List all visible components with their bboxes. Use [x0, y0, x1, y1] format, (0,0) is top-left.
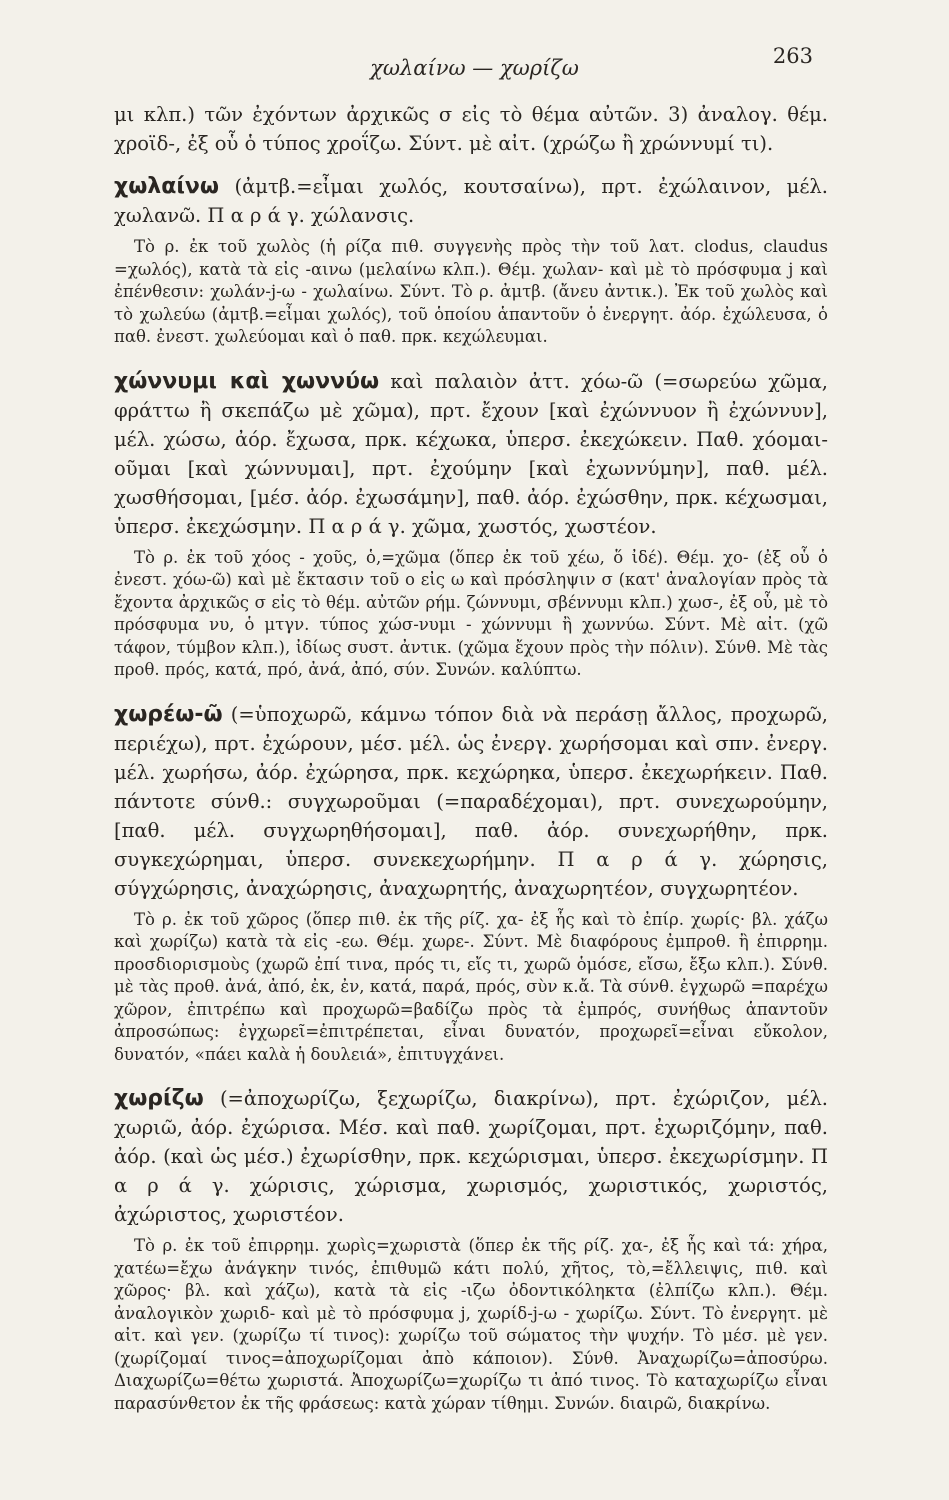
- entry-cholaino: [114, 172, 828, 349]
- entry-etymology-note: Τὸ ρ. ἐκ τοῦ χῶρος (ὅπερ πιθ. ἐκ τῆς ρίζ. χα- ἐξ ἧς καὶ τὸ ἐπίρ. χωρίς· βλ. χάζω καὶ χωρίζω) κατὰ τὰ εἰς -εω. Θέμ. χωρε-. Σύντ. Μὲ διαφόρους ἐμπροθ. ἢ ἐπιρρημ. προσδιορισμοὺς (χωρῶ ἐπί τινα, πρός τι, εἴς τι, χωρῶ ὁμόσε, εἴσω, ἔξω κλπ.). Σύνθ. μὲ τὰς προθ. ἀνά, ἀπό, ἐκ, ἐν, κατά, παρά, πρός, σὺν κ.ἄ. Τὰ σύνθ. ἐγχωρῶ =παρέχω χῶρον, ἐπιτρέπω καὶ προχωρῶ=βαδίζω πρὸς τὰ ἐμπρός, συνήθως ἁπαντοῦν ἀπροσώπως: ἐγχωρεῖ=ἐπιτρέπεται, εἶναι δυνατόν, προχωρεῖ=εἶναι εὔκολον, δυνατόν, «πάει καλὰ ἡ δουλειά», ἐπιτυγχάνει.: [114, 909, 828, 1064]
- entry-headword: χώννυμι καὶ χωννύω: [114, 368, 380, 394]
- continued-text: μι κλπ.) τῶν ἐχόντων ἀρχικῶς σ εἰς τὸ θέμα αὐτῶν. 3) ἀναλογ. θέμ. χροϊδ-, ἐξ οὗ ὁ τύπος χροΐζω. Σύντ. μὲ αἰτ. (χρώζω ἢ χρώννυμί τι).: [114, 103, 828, 155]
- running-title: χωλαίνω — χωρίζω: [370, 56, 579, 80]
- page-number: 263: [772, 44, 813, 68]
- entry-etymology-note: Τὸ ρ. ἐκ τοῦ ἐπιρρημ. χωρὶς=χωριστὰ (ὅπερ ἐκ τῆς ρίζ. χα-, ἐξ ἧς καὶ τά: χήρα, χατέω=ἔχω ἀνάγκην τινός, ἐπιθυμῶ κάτι πολύ, χῆτος, τὸ,=ἔλλειψις, πιθ. καὶ χῶρος· βλ. καὶ χάζω), κατὰ τὰ εἰς -ιζω ὀδοντικόληκτα (ἐλπίζω κλπ.). Θέμ. ἀναλογικὸν χωριδ- καὶ μὲ τὸ πρόσφυμα j, χωρίδ-j-ω - χωρίζω. Σύντ. Τὸ ἐνεργητ. μὲ αἰτ. καὶ γεν. (χωρίζω τί τινος): χωρίζω τοῦ σώματος τὴν ψυχήν. Τὸ μέσ. μὲ γεν. (χωρίζομαί τινος=ἀποχωρίζομαι ἀπὸ κάποιον). Σύνθ. Ἀναχωρίζω=ἀποσύρω. Διαχωρίζω=θέτω χωριστά. Ἀποχωρίζω=χωρίζω τι ἀπό τινος. Τὸ καταχωρίζω εἶναι παρασύνθετον ἐκ τῆς φράσεως: κατὰ χώραν τίθημι. Συνών. διαιρῶ, διακρίνω.: [114, 1236, 828, 1413]
- entry-chorizo: [114, 1084, 828, 1415]
- entry-headword: χωλαίνω: [114, 174, 220, 199]
- entry-headword: χωρίζω: [114, 1086, 204, 1111]
- entry-definition: (=ὑποχωρῶ, κάμνω τόπον διὰ νὰ περάσῃ ἄλλος, προχωρῶ, περιέχω), πρτ. ἐχώρουν, μέσ. μέλ. ὡς ἐνεργ. χωρήσομαι καὶ σπν. ἐνεργ. μέλ. χωρήσω, ἀόρ. ἐχώρησα, πρκ. κεχώρηκα, ὑπερσ. ἐκεχωρήκειν. Παθ. πάντοτε σύνθ.: συγχωροῦμαι (=παραδέχομαι), πρτ. συνεχωρούμην, [παθ. μέλ. συγχωρηθήσομαι], παθ. ἀόρ. συνεχωρήθην, πρκ. συγκεχώρημαι, ὑπερσ. συνεκεχωρήμην. Π α ρ ά γ. χώρησις, σύγχώρησις, ἀναχώρησις, ἀναχωρητής, ἀναχωρητέον, συγχωρητέον.: [114, 702, 829, 900]
- entry-definition: (ἀμτβ.=εἶμαι χωλός, κουτσαίνω), πρτ. ἐχώλαινον, μέλ. χωλανῶ. Π α ρ ά γ. χώλανσις.: [114, 175, 828, 227]
- entry-definition: (=ἀποχωρίζω, ξεχωρίζω, διακρίνω), πρτ. ἐχώριζον, μέλ. χωριῶ, ἀόρ. ἐχώρισα. Μέσ. καὶ παθ. χωρίζομαι, πρτ. ἐχωριζόμην, παθ. ἀόρ. (καὶ ὡς μέσ.) ἐχωρίσθην, πρκ. κεχώρισμαι, ὑπερσ. ἐκεχωρίσμην. Π α ρ ά γ. χώρισις, χώρισμα, χωρισμός, χωριστικός, χωριστός, ἀχώριστος, χωριστέον.: [114, 1087, 828, 1226]
- page-body: [114, 100, 828, 1433]
- entry-definition: καὶ παλαιὸν ἀττ. χόω-ῶ (=σωρεύω χῶμα, φράττω ἢ σκεπάζω μὲ χῶμα), πρτ. ἔχουν [καὶ ἐχώννυον ἢ ἐχώννυν], μέλ. χώσω, ἀόρ. ἔχωσα, πρκ. κέχωκα, ὑπερσ. ἐκεχώκειν. Παθ. χόομαι-οῦμαι [καὶ χώννυμαι], πρτ. ἐχούμην [καὶ ἐχωννύμην], παθ. μέλ. χωσθήσομαι, [μέσ. ἀόρ. ἐχωσάμην], παθ. ἀόρ. ἐχώσθην, πρκ. κέχωσμαι, ὑπερσ. ἐκεχώσμην. Π α ρ ά γ. χῶμα, χωστός, χωστέον.: [114, 369, 828, 538]
- entry-headword: χωρέω-ῶ: [114, 701, 223, 727]
- entry-chonnymi: [114, 367, 828, 682]
- entry-choreo: [114, 700, 828, 1067]
- entry-etymology-note: Τὸ ρ. ἐκ τοῦ χόος - χοῦς, ὁ,=χῶμα (ὅπερ ἐκ τοῦ χέω, ὅ ἰδέ). Θέμ. χο- (ἐξ οὗ ὁ ἐνεστ. χόω-ῶ) καὶ μὲ ἔκτασιν τοῦ ο εἰς ω καὶ πρόσληψιν σ (κατ' ἀναλογίαν πρὸς τὰ ἔχοντα ἀρχικῶς σ εἰς τὸ θέμ. αὐτῶν ρήμ. ζώννυμι, σβέννυμι κλπ.) χωσ-, ἐξ οὗ, μὲ τὸ πρόσφυμα νυ, ὁ μτγν. τύπος χώσ-νυμι - χώννυμι ἢ χωννύω. Σύντ. Μὲ αἰτ. (χῶ τάφον, τύμβον κλπ.), ἰδίως συστ. ἀντικ. (χῶμα ἔχουν πρὸς τὴν πόλιν). Σύνθ. Μὲ τὰς προθ. πρός, κατά, πρό, ἀνά, ἀπό, σύν. Συνών. καλύπτω.: [114, 547, 828, 679]
- entry-etymology-note: Τὸ ρ. ἐκ τοῦ χωλὸς (ἡ ρίζα πιθ. συγγενὴς πρὸς τὴν τοῦ λατ. clodus, claudus =χωλός), κατὰ τὰ εἰς -αινω (μελαίνω κλπ.). Θέμ. χωλαν- καὶ μὲ τὸ πρόσφυμα j καὶ ἐπένθεσιν: χωλάν-j-ω - χωλαίνω. Σύντ. Τὸ ρ. ἀμτβ. (ἄνευ ἀντικ.). Ἐκ τοῦ χωλὸς καὶ τὸ χωλεύω (ἀμτβ.=εἶμαι χωλός), τοῦ ὁποίου ἁπαντοῦν ὁ ἐνεργητ. ἀόρ. ἐχώλευσα, ὁ παθ. ἐνεστ. χωλεύομαι καὶ ὁ παθ. πρκ. κεχώλευμαι.: [114, 237, 828, 346]
